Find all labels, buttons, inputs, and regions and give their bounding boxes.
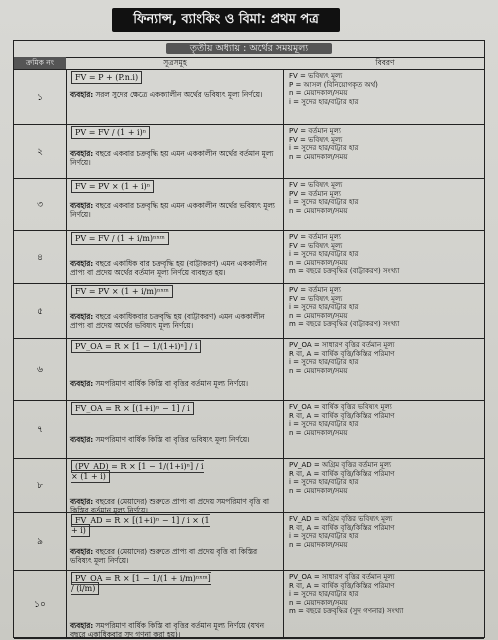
usage-text: সমপরিমাণ বার্ষিক কিস্তি বা বৃত্তির বর্তমান মূল্য নির্ণয়ে (যখন বছরে একাধিকবার সুদ গণনা করা হয়)। (70, 621, 264, 640)
formula: FV_AD = R × [(1+i)ⁿ − 1] / i × (1 + i) (71, 516, 210, 535)
formula: PV = FV / (1 + i/m)ⁿˣᵐ (71, 232, 169, 245)
header-formula: সূত্রসমূহ (163, 58, 187, 67)
header-description: বিবরণ (375, 58, 395, 67)
variable-definition: i = সুদের হার/বাট্টার হার (289, 250, 359, 259)
formula: FV = P + (P.n.i) (71, 71, 142, 84)
variable-definition: P = আসল (বিনিয়োগকৃত অর্থ) (289, 80, 378, 89)
row-number: ৭ (14, 401, 67, 458)
usage-text: সমপরিমাণ বার্ষিক কিস্তি বা বৃত্তির বর্তমান মূল্য নির্ণয়ে। (95, 379, 249, 388)
variable-definition: PV = বর্তমান মূল্য (289, 286, 341, 294)
usage-note (70, 90, 280, 99)
variable-definition: R বা, A = বার্ষিক বৃত্তি/কিস্তির পরিমাণ (289, 581, 395, 590)
usage-note (70, 201, 280, 219)
formula: (PV_AD) = R × [1 − 1/(1+i)ⁿ] / i × (1 + i) (71, 462, 204, 481)
table-header (14, 57, 484, 70)
usage-label: ব্যবহার: (70, 259, 94, 268)
variable-definition: R বা, A = বার্ষিক বৃত্তি/কিস্তির পরিমাণ (289, 349, 395, 358)
table-row (14, 401, 484, 459)
row-number: ৮ (14, 459, 67, 512)
row-number: ৬ (14, 339, 67, 400)
description-cell (285, 401, 484, 458)
formula: PV_OA = R × [1 − 1/(1+i)ⁿ] / i (71, 340, 201, 353)
formula-cell (67, 513, 284, 570)
usage-label: ব্যবহার: (70, 312, 94, 321)
usage-note (70, 435, 280, 444)
formula-cell (67, 571, 284, 638)
variable-definition: i = সুদের হার/বাট্টার হার (289, 590, 359, 599)
variable-definition: i = সুদের হার/বাট্টার হার (289, 144, 359, 153)
variable-definition: FV = ভবিষ্যৎ মূল্য (289, 181, 343, 189)
table-row (14, 571, 484, 639)
usage-text: বছরের (মেয়াদের) শুরুতে প্রাপ্য বা প্রদেয় সমপরিমাণ বৃত্তি বা কিস্তির বর্তমান মূল্য নির্ণয়ে। (70, 497, 270, 516)
row-number: ৩ (14, 179, 67, 230)
variable-definition: n = মেয়াদকাল/সময় (289, 89, 348, 98)
formula-cell (67, 339, 284, 400)
variable-definition: i = সুদের হার/বাট্টার হার (289, 358, 359, 367)
variable-definition: PV_AD = অগ্রিম বৃত্তির বর্তমান মূল্য (289, 461, 392, 469)
usage-label: ব্যবহার: (70, 621, 94, 630)
usage-label: ব্যবহার: (70, 201, 94, 210)
variable-definition: R বা, A = বার্ষিক বৃত্তি/কিস্তির পরিমাণ (289, 469, 395, 478)
description-cell (285, 179, 484, 230)
table-row (14, 513, 484, 571)
variable-definition: i = সুদের হার/বাট্টার হার (289, 97, 359, 106)
variable-definition: i = সুদের হার/বাট্টার হার (289, 303, 359, 312)
row-number: ৯ (14, 513, 67, 570)
variable-definition: n = মেয়াদকাল/সময় (289, 540, 348, 549)
formula: FV = PV × (1 + i)ⁿ (71, 180, 154, 193)
formula-table (13, 40, 485, 638)
variable-definition: PV_OA = সাধারণ বৃত্তির বর্তমান মূল্য (289, 341, 395, 349)
formula: FV = PV × (1 + i/m)ⁿˣᵐ (71, 285, 173, 298)
usage-note (70, 312, 280, 330)
variable-definition: m = বছরে চক্রবৃদ্ধির (সুদ গণনার) সংখ্যা (289, 607, 404, 616)
row-number: ১ (14, 70, 67, 124)
description-cell (285, 459, 484, 512)
usage-text: বছরে একবার চক্রবৃদ্ধি হয় এমন এককালীন অর্থের ভবিষ্যৎ মূল্য নির্ণয়ে। (70, 201, 275, 220)
usage-label: ব্যবহার: (70, 379, 94, 388)
header-serial: ক্রমিক নং (14, 57, 66, 69)
variable-definition: FV = ভবিষ্যৎ মূল্য (289, 241, 343, 250)
usage-text: বছরে একাধিকবার চক্রবৃদ্ধি হয় (বাট্টাকরণ) এমন এককালীন প্রাপ্য বা প্রদেয় অর্থের ভবিষ্যৎ মূল্য নির্ণয়ে। (70, 312, 265, 331)
variable-definition: n = মেয়াদকাল/সময় (289, 428, 348, 437)
chapter-title: তৃতীয় অধ্যায় : অর্থের সময়মূল্য (166, 43, 332, 54)
usage-text: বছরের (মেয়াদের) শুরুতে প্রাপ্য বা প্রদেয় বৃত্তি বা কিস্তির ভবিষ্যৎ মূল্য নির্ণয়ে। (70, 547, 258, 566)
variable-definition: R বা, A = বার্ষিক বৃত্তি/কিস্তির পরিমাণ (289, 411, 395, 420)
variable-definition: FV_AD = অগ্রিম বৃত্তির ভবিষ্যৎ মূল্য (289, 515, 393, 523)
usage-label: ব্যবহার: (70, 497, 94, 506)
usage-note (70, 379, 280, 388)
usage-note (70, 621, 280, 639)
usage-label: ব্যবহার: (70, 149, 94, 158)
formula-cell (67, 70, 284, 124)
variable-definition: FV = ভবিষ্যৎ মূল্য (289, 294, 343, 303)
row-number: ৪ (14, 231, 67, 283)
table-row (14, 231, 484, 284)
usage-text: বছরে একবার চক্রবৃদ্ধি হয় এমন এককালীন অর্থের বর্তমান মূল্য নির্ণয়ে। (70, 149, 274, 168)
variable-definition: n = মেয়াদকাল/সময় (289, 311, 348, 320)
variable-definition: m = বছরে চক্রবৃদ্ধির (বাট্টাকরণ) সংখ্যা (289, 320, 400, 329)
variable-definition: PV_OA = সাধারণ বৃত্তির বর্তমান মূল্য (289, 573, 395, 581)
variable-definition: i = সুদের হার/বাট্টার হার (289, 478, 359, 487)
formula-cell (67, 231, 284, 283)
variable-definition: PV = বর্তমান মূল্য (289, 233, 341, 241)
variable-definition: i = সুদের হার/বাট্টার হার (289, 198, 359, 207)
variable-definition: n = মেয়াদকাল/সময় (289, 486, 348, 495)
formula-cell (67, 179, 284, 230)
usage-label: ব্যবহার: (70, 435, 94, 444)
description-cell (285, 70, 484, 124)
table-row (14, 339, 484, 401)
usage-note (70, 547, 280, 565)
usage-text: সরল সুদের ক্ষেত্রে একক্যালীন অর্থের ভবিষ্যৎ মূল্য নির্ণয়ে। (95, 90, 263, 99)
table-row (14, 125, 484, 179)
formula: PV = FV / (1 + i)ⁿ (71, 126, 150, 139)
formula-cell (67, 459, 284, 516)
description-cell (285, 284, 484, 338)
description-cell (285, 513, 484, 570)
variable-definition: n = মেয়াদকাল/সময় (289, 152, 348, 161)
usage-text: বছরে একাধিক বার চক্রবৃদ্ধি হয় (বাট্টাকরণ) এমন এককালীন প্রাপ্য বা প্রদেয় অর্থের বর্তমান মূল্য নির্ণয়ে ব্যবহৃত হয়। (70, 259, 267, 278)
usage-note (70, 149, 280, 167)
table-row (14, 284, 484, 339)
variable-definition: n = মেয়াদকাল/সময় (289, 598, 348, 607)
table-row (14, 179, 484, 231)
usage-text: সমপরিমাণ বার্ষিক কিস্তি বা বৃত্তির ভবিষ্যৎ মূল্য নির্ণয়ে। (95, 435, 250, 444)
description-cell (285, 571, 484, 638)
table-row (14, 70, 484, 125)
variable-definition: PV = বর্তমান মূল্য (289, 127, 341, 135)
variable-definition: FV = ভবিষ্যৎ মূল্য (289, 135, 343, 144)
table-row (14, 459, 484, 516)
usage-note (70, 259, 280, 277)
variable-definition: FV = ভবিষ্যৎ মূল্য (289, 72, 343, 80)
variable-definition: n = মেয়াদকাল/সময় (289, 258, 348, 267)
chapter-heading (14, 41, 484, 58)
formula: FV_OA = R × [(1+i)ⁿ − 1] / i (71, 402, 194, 415)
formula-cell (67, 401, 284, 458)
formula-cell (67, 125, 284, 178)
row-number: ১০ (14, 571, 67, 638)
row-number: ৫ (14, 284, 67, 338)
variable-definition: i = সুদের হার/বাট্টার হার (289, 420, 359, 429)
description-cell (285, 339, 484, 400)
page-title: ফিন্যান্স, ব্যাংকিং ও বিমা: প্রথম পত্র (112, 8, 340, 32)
variable-definition: FV_OA = বার্ষিক বৃত্তির ভবিষ্যৎ মূল্য (289, 403, 392, 411)
variable-definition: PV = বর্তমান মূল্য (289, 189, 341, 198)
usage-label: ব্যবহার: (70, 547, 94, 556)
variable-definition: n = মেয়াদকাল/সময় (289, 366, 348, 375)
variable-definition: R বা, A = বার্ষিক বৃত্তি/কিস্তির পরিমাণ (289, 523, 395, 532)
usage-label: ব্যবহার: (70, 90, 94, 99)
description-cell (285, 231, 484, 283)
variable-definition: m = বছরে চক্রবৃদ্ধির (বাট্টাকরণ) সংখ্যা (289, 267, 400, 276)
formula: PV_OA = R × [1 − 1/(1 + i/m)ⁿˣᵐ] / (i/m) (71, 574, 211, 593)
row-number: ২ (14, 125, 67, 178)
variable-definition: n = মেয়াদকাল/সময় (289, 206, 348, 215)
description-cell (285, 125, 484, 178)
variable-definition: i = সুদের হার/বাট্টার হার (289, 532, 359, 541)
formula-cell (67, 284, 284, 338)
